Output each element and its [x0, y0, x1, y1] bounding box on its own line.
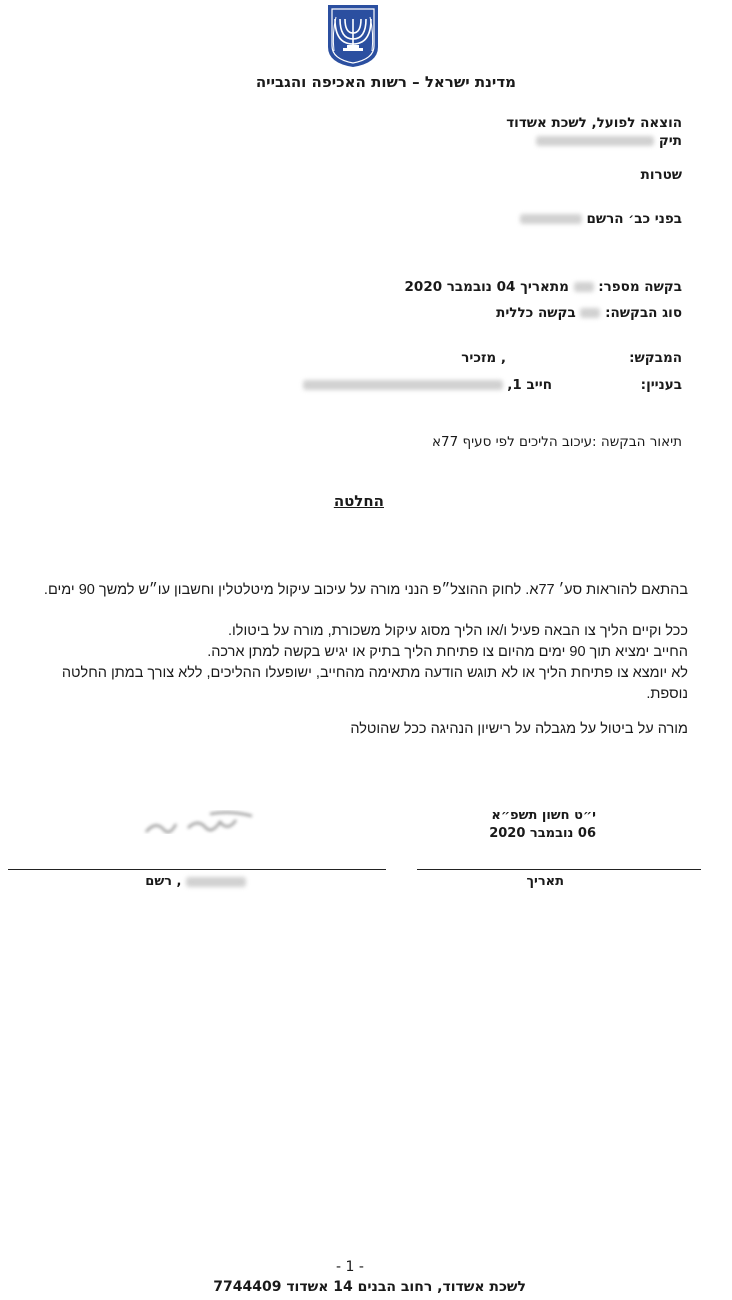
date-label: תאריך — [526, 874, 564, 889]
redacted-registrar-signature-name — [186, 877, 246, 887]
state-emblem-icon — [324, 3, 382, 69]
request-description: תיאור הבקשה :עיכוב הליכים לפי סעיף 77א — [431, 434, 682, 450]
request-type-value: בקשה כללית — [496, 305, 576, 321]
page-number: - 1 - — [336, 1259, 364, 1275]
requester-value: , מזכיר — [461, 350, 506, 366]
registrar-signature-line — [8, 869, 386, 870]
gregorian-date: 06 נובמבר 2020 — [489, 826, 596, 841]
date-signature-line — [417, 869, 701, 870]
file-label: תיק — [658, 133, 682, 149]
decision-title: החלטה — [333, 492, 384, 510]
redacted-file-number — [536, 136, 654, 146]
request-date: מתאריך 04 נובמבר 2020 — [404, 279, 569, 295]
office-line: הוצאה לפועל, לשכת אשדוד — [506, 115, 682, 131]
handwritten-signature-icon — [140, 806, 270, 846]
decision-paragraph-1: בהתאם להוראות סע׳ 77א. לחוק ההוצל״פ הנני מורה על עיכוב עיקול מיטלטלין וחשבון עו״ש למשך 90 ימים. — [43, 582, 688, 598]
decision-paragraph-2: ככל וקיים הליך צו הבאה פעיל ו/או הליך מסוג עיקול משכורת, מורה על ביטולו. — [227, 623, 688, 639]
redacted-registrar-name — [520, 214, 582, 224]
subject-label: בעניין: — [640, 377, 682, 393]
decision-paragraph-4: לא יומצא צו פתיחת הליך או לא תוגש הודעה מתאימה מהחייב, ישופעלו ההליכים, ללא צורך במתן החלטה נוספת. — [61, 665, 688, 702]
requester-label: המבקש: — [629, 350, 682, 366]
request-number — [405, 279, 682, 295]
decision-paragraph-5: מורה על ביטול על מגבלה על רישיון הנהיגה ככל שהוטלה — [350, 721, 688, 737]
before-label: בפני כב׳ הרשם — [586, 211, 682, 227]
before-registrar — [520, 211, 682, 227]
request-type — [496, 305, 682, 321]
hebrew-date: י״ט חשון תשפ״א — [491, 808, 596, 823]
party-type: שטרות — [640, 167, 682, 183]
subject-debtor: חייב 1, — [507, 377, 552, 393]
redacted-subject-details — [303, 380, 503, 390]
subject-value — [303, 377, 552, 393]
file-number — [536, 133, 682, 149]
decision-paragraph-3: החייב ימציא תוך 90 ימים מהיום צו פתיחת הליך בתיק או יגיש בקשה למתן ארכה. — [207, 644, 688, 660]
registrar-label — [145, 874, 246, 889]
registrar-title: , רשם — [145, 874, 182, 889]
redacted-request-number — [574, 282, 594, 292]
organization-title: מדינת ישראל – רשות האכיפה והגבייה — [255, 73, 516, 91]
footer-address: לשכת אשדוד, רחוב הבנים 14 אשדוד 7744409 — [213, 1279, 526, 1295]
redacted-request-code — [580, 308, 600, 318]
request-type-label: סוג הבקשה: — [605, 305, 682, 321]
request-number-label: בקשה מספר: — [598, 279, 682, 295]
